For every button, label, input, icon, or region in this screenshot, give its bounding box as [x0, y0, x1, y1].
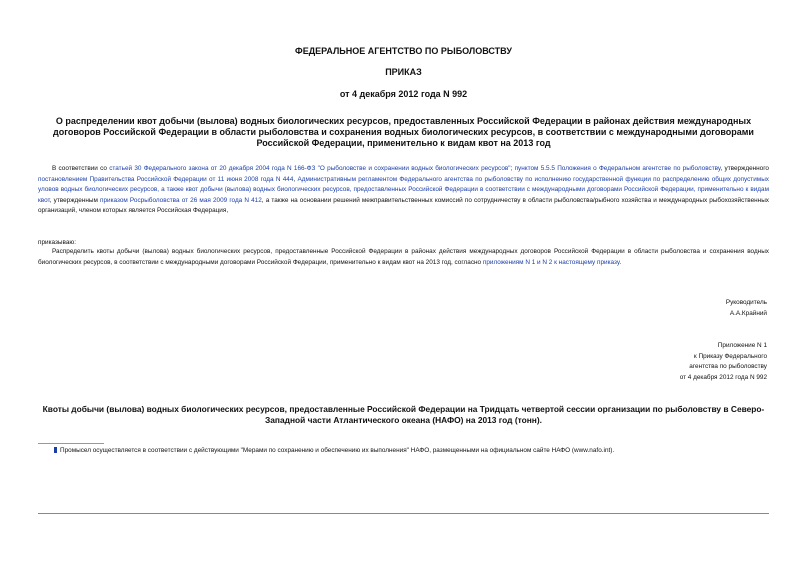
link-rosrybolovstvo-order[interactable]: приказом Росрыболовства от 26 мая 2009 года N 412 [99, 196, 262, 204]
link-government-decree[interactable]: постановлением Правительства Российской Федерации от 11 июня 2008 года N 444 [38, 175, 294, 183]
footnote [54, 446, 614, 456]
link-regulation-clause[interactable]: пунктом 5.5.5 Положения о Федеральном агентстве по рыболовству [514, 165, 721, 172]
preamble-text: В соответствии со [52, 165, 110, 172]
annex-line: агентства по рыболовству [689, 363, 767, 371]
preamble-text: , [293, 175, 298, 183]
link-administrative-regulation[interactable]: Административным регламентом Федерального агентства по рыболовству по исполнению государственной функции по распределению общих допустимых уловов водных биологических ресурсов, а также квот добычи (вылова) водных биологических ресурсов, предоставленных Российской Федерации в соответствии с международными договорами Российской Федерации, применительно к видам квот [38, 175, 769, 204]
document-date-number: от 4 декабря 2012 года N 992 [339, 89, 468, 99]
order-text: . [619, 258, 622, 266]
annex-line: от 4 декабря 2012 года N 992 [679, 373, 767, 381]
annex-title: Квоты добычи (вылова) водных биологических ресурсов, предоставленные Российской Федерации на Тридцать четвертой сессии организации по рыболовству в Северо-Западной части Атлантического океана (НАФО) на 2013 год (тонн). [42, 404, 765, 425]
orders-label: приказываю: [38, 239, 76, 246]
preamble-text: ; [510, 165, 515, 172]
order-paragraph [38, 247, 769, 268]
order-text: Распределить квоты добычи (вылова) водных биологических ресурсов, предоставленные Российской Федерации в районах действия международных договоров Российской Федерации в области рыболовства и сохранения водных биологических ресурсов, в соответствии с международными договорами Российской Федерации, применительно к видам квот на 2013 год, согласно [38, 248, 769, 266]
preamble-text: , утвержденного [720, 165, 769, 172]
document-type: ПРИКАЗ [385, 67, 422, 77]
footnote-marker-icon[interactable] [54, 447, 57, 453]
preamble-text: , а также на основании решений межправительственных комиссий по сотрудничеству в области рыболовства/рыбного хозяйства и международных рыбохозяйственных организаций, членом которых является Российская Федерация, [38, 196, 769, 215]
document-subject: О распределении квот добычи (вылова) водных биологических ресурсов, предоставленных Российской Федерации в районах действия международных договоров Российской Федерации в области рыболовства и сохранения водных биологических ресурсов, в соответствии с международными договорами Российской Федерации, применительно к видам квот на 2013 год [53, 116, 754, 148]
footnote-divider [38, 443, 104, 444]
annex-header [680, 341, 767, 383]
signature-block [726, 298, 767, 319]
page-bottom-divider [38, 513, 769, 514]
link-annexes[interactable]: приложениям N 1 и N 2 к настоящему приказу [482, 258, 620, 266]
agency-name: ФЕДЕРАЛЬНОЕ АГЕНТСТВО ПО РЫБОЛОВСТВУ [295, 46, 512, 56]
signer-name: А.А.Крайний [729, 309, 767, 317]
preamble-paragraph [38, 164, 769, 217]
link-federal-law[interactable]: статьей 30 Федерального закона от 20 декабря 2004 года N 166-ФЗ "О рыболовстве и сохранении водных биологических ресурсов" [109, 165, 511, 172]
annex-line: к Приказу Федерального [693, 352, 767, 360]
annex-line: Приложение N 1 [717, 342, 767, 349]
preamble-text: , утвержденным [49, 196, 100, 204]
signer-role: Руководитель [725, 299, 767, 306]
footnote-text: Промысел осуществляется в соответствии с действующими "Мерами по сохранению и обеспечению их выполнения" НАФО, размещенными на официальном сайте НАФО (www.nafo.int). [60, 447, 615, 454]
